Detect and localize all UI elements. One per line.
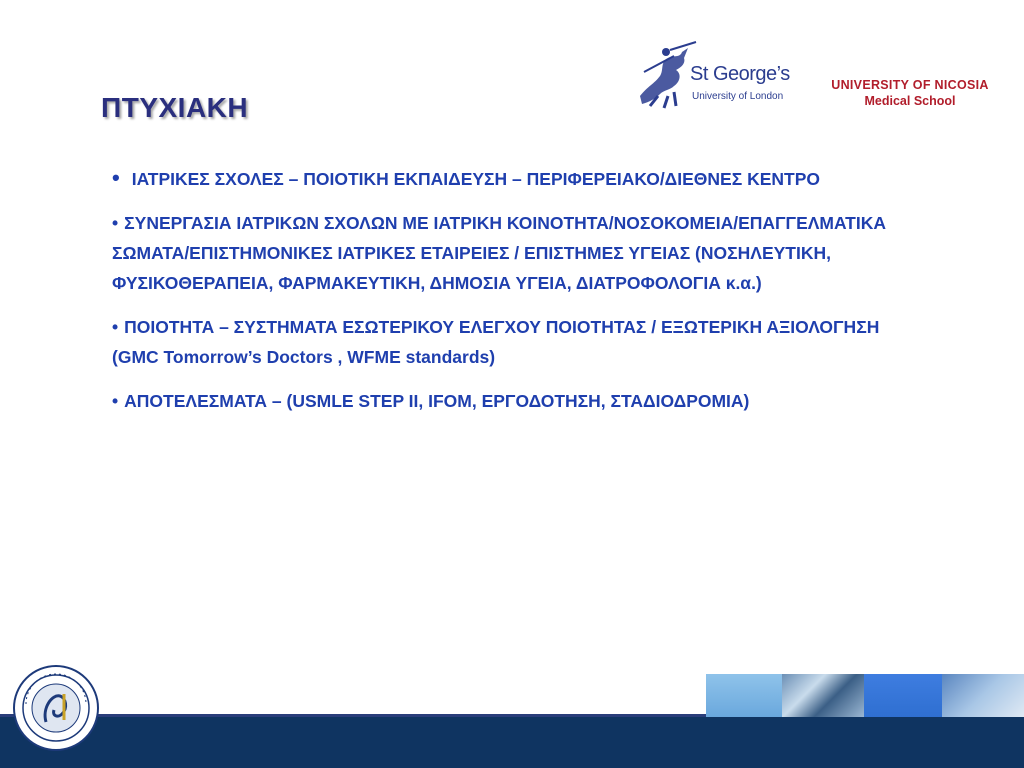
bullet-item	[112, 208, 922, 298]
pancyprian-seal-icon	[12, 664, 100, 752]
footer-tile	[942, 674, 1024, 717]
st-georges-subtitle: University of London	[692, 91, 784, 102]
bullet-item	[112, 312, 922, 372]
bullet-text: ΑΠΟΤΕΛΕΣΜΑΤΑ – (USMLE STEP II, IFOM, ΕΡΓΟΔΟΤΗΣΗ, ΣΤΑΔΙΟΔΡΟΜΙΑ)	[124, 391, 750, 411]
footer-image-tiles	[706, 674, 1024, 717]
nicosia-medical-school-text: Medical School	[864, 94, 956, 108]
bullet-marker: •	[112, 213, 119, 233]
bullet-text: ΠΟΙΟΤΗΤΑ – ΣΥΣΤΗΜΑΤΑ ΕΣΩΤΕΡΙΚΟΥ ΕΛΕΓΧΟΥ ΠΟΙΟΤΗΤΑΣ / ΕΞΩΤΕΡΙΚΗ ΑΞΙΟΛΟΓΗΣΗ (GMC Tomorrow’s Doctors , WFME standards)	[112, 317, 880, 367]
nicosia-logo	[820, 78, 1000, 118]
bullet-marker: •	[112, 391, 119, 411]
footer-tile	[782, 674, 864, 717]
nicosia-university-text: UNIVERSITY OF NICOSIA	[831, 78, 989, 92]
footer-tile	[706, 674, 782, 717]
slide-title: ΠΤΥΧΙΑΚΗ	[101, 92, 249, 123]
bullet-item	[112, 386, 922, 416]
st-georges-name: St George’s	[690, 63, 790, 85]
bullet-text: ΙΑΤΡΙΚΕΣ ΣΧΟΛΕΣ – ΠΟΙΟΤΙΚΗ ΕΚΠΑΙΔΕΥΣΗ – ΠΕΡΙΦΕΡΕΙΑΚΟ/ΔΙΕΘΝΕΣ ΚΕΝΤΡΟ	[131, 169, 821, 189]
bullet-list	[112, 163, 922, 430]
bullet-item	[112, 163, 922, 194]
st-georges-logo	[630, 36, 800, 114]
bullet-marker: •	[112, 317, 119, 337]
footer-bar	[0, 717, 1024, 768]
footer-tile	[864, 674, 942, 717]
bullet-text: ΣΥΝΕΡΓΑΣΙΑ ΙΑΤΡΙΚΩΝ ΣΧΟΛΩΝ ΜΕ ΙΑΤΡΙΚΗ ΚΟΙΝΟΤΗΤΑ/ΝΟΣΟΚΟΜΕΙΑ/ΕΠΑΓΓΕΛΜΑΤΙΚΑ ΣΩΜΑΤΑ/ΕΠΙΣΤΗΜΟΝΙΚΕΣ ΙΑΤΡΙΚΕΣ ΕΤΑΙΡΕΙΕΣ / ΕΠΙΣΤΗΜΕΣ ΥΓΕΙΑΣ (ΝΟΣΗΛΕΥΤΙΚΗ, ΦΥΣΙΚΟΘΕΡΑΠΕΙΑ, ΦΑΡΜΑΚΕΥΤΙΚΗ, ΔΗΜΟΣΙΑ ΥΓΕΙΑ, ΔΙΑΤΡΟΦΟΛΟΓΙΑ κ.α.)	[112, 213, 887, 293]
bullet-marker: •	[112, 165, 120, 190]
